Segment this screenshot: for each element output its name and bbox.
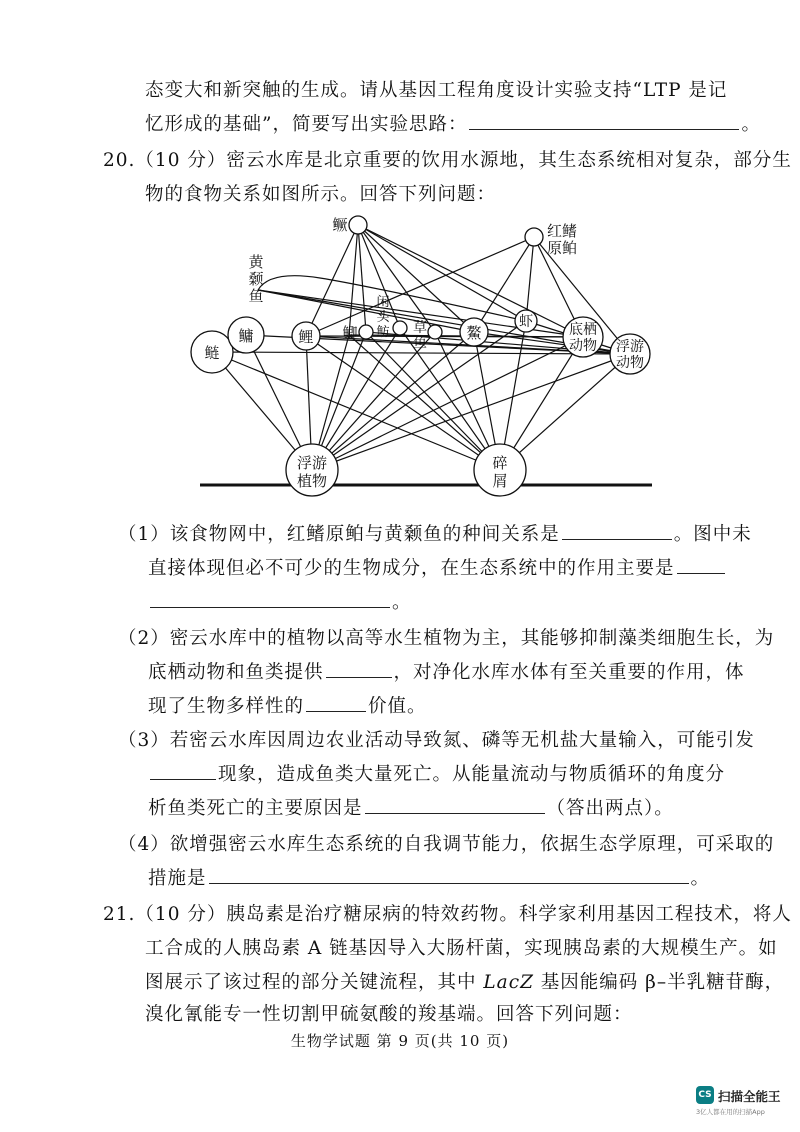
label-ji: 鲫 xyxy=(342,324,358,342)
page-footer: 生物学试题 第 9 页(共 10 页) xyxy=(290,1032,510,1050)
label-suixie-1: 碎 xyxy=(492,454,508,472)
scanner-watermark xyxy=(696,1086,796,1122)
label-huangsang-2: 颡 xyxy=(248,270,264,288)
period: 。 xyxy=(741,114,761,135)
node-hongqi xyxy=(525,228,543,246)
intro-line-1: 态变大和新突触的生成。请从基因工程角度设计实验支持“LTP 是记 xyxy=(145,80,728,101)
q20-p2-line-3 xyxy=(148,692,427,718)
scanner-logo-icon: CS xyxy=(696,1086,714,1104)
q20-p1-line-1 xyxy=(118,520,752,546)
food-web-diagram xyxy=(0,200,800,500)
lacz-gene: LacZ xyxy=(483,972,534,993)
answer-blank[interactable] xyxy=(326,659,392,678)
label-gui: 鳜 xyxy=(332,216,348,234)
label-fuyou-zhiwu-1: 浮游 xyxy=(296,454,328,472)
label-fuyou-zhiwu-2: 植物 xyxy=(296,472,328,490)
q20-p4-line-2 xyxy=(148,864,710,890)
q21-line-3-text-a: 图展示了该过程的部分关键流程，其中 xyxy=(145,972,484,993)
label-lian: 鲢 xyxy=(204,344,220,362)
intro-line-2 xyxy=(145,110,761,136)
q20-p1-text-a: （1）该食物网中，红鳍原鲌与黄颡鱼的种间关系是 xyxy=(118,524,560,545)
q20-p3-text-d: （答出两点）。 xyxy=(546,798,674,819)
q20-p1-line-3 xyxy=(148,588,412,614)
q20-p4-line-1: （4）欲增强密云水库生态系统的自我调节能力，依据生态学原理，可采取的 xyxy=(118,834,775,855)
label-yong: 鳙 xyxy=(238,327,254,345)
answer-blank[interactable] xyxy=(365,795,545,814)
q20-p1-line-2 xyxy=(148,554,727,580)
q20-p3-line-3 xyxy=(148,794,674,820)
q20-p1-text-c: 直接体现但必不可少的生物成分，在生态系统中的作用主要是 xyxy=(148,558,675,579)
scanner-app-name: 扫描全能王 xyxy=(718,1089,781,1104)
answer-blank[interactable] xyxy=(677,555,725,574)
scanner-tagline: 3亿人都在用的扫描App xyxy=(696,1108,765,1116)
q20-p3-line-2 xyxy=(148,760,725,786)
q21-line-3-text-c: 基因能编码 β–半乳糖苷酶， xyxy=(533,972,785,993)
node-hitou xyxy=(393,321,407,335)
q21-line-4: 溴化氰能专一性切割甲硫氨酸的羧基端。回答下列问题： xyxy=(145,1004,633,1025)
q20-p1-text-b: 。图中未 xyxy=(673,524,752,545)
node-caoyu xyxy=(428,325,442,339)
label-hongqi-2: 原鲌 xyxy=(546,239,578,257)
q20-p2-text-d: 现了生物多样性的 xyxy=(148,696,305,717)
q20-p2-line-1: （2）密云水库中的植物以高等水生植物为主，其能够抑制藻类细胞生长，为 xyxy=(118,628,775,649)
label-fuyou-dongwu-2: 动物 xyxy=(616,355,644,371)
q20-p4-text-b: 措施是 xyxy=(148,868,207,889)
label-fuyou-dongwu-1: 浮游 xyxy=(616,339,644,355)
q20-p3-line-1: （3）若密云水库因周边农业活动导致氮、磷等无机盐大量输入，可能引发 xyxy=(118,730,755,751)
label-diqi-1: 底栖 xyxy=(569,322,597,338)
q20-line-1: 20.（10 分）密云水库是北京重要的饮用水源地，其生态系统相对复杂，部分生 xyxy=(103,150,792,171)
label-caoyu-2: 鱼 xyxy=(413,335,427,351)
q20-p3-text-c: 析鱼类死亡的主要原因是 xyxy=(148,798,363,819)
q20-p1-text-d: 。 xyxy=(392,592,412,613)
q20-line-2: 物的食物关系如图所示。回答下列问题： xyxy=(145,184,497,205)
label-hitou-3: 鲂 xyxy=(376,325,390,340)
label-huangsang-3: 鱼 xyxy=(248,287,264,305)
answer-blank[interactable] xyxy=(469,111,739,130)
answer-blank[interactable] xyxy=(150,761,216,780)
q20-p2-text-b: 底栖动物和鱼类提供 xyxy=(148,662,324,683)
node-gui xyxy=(349,216,367,234)
label-caoyu-1: 草 xyxy=(413,320,427,336)
node-ji xyxy=(359,325,373,339)
q20-p4-text-c: 。 xyxy=(690,868,711,889)
q21-line-3 xyxy=(145,968,784,994)
answer-blank[interactable] xyxy=(306,693,366,712)
q20-p2-line-2 xyxy=(148,658,745,684)
label-tiao: 鰲 xyxy=(466,324,482,342)
q20-p3-text-b: 现象，造成鱼类大量死亡。从能量流动与物质循环的角度分 xyxy=(218,764,726,785)
answer-blank[interactable] xyxy=(562,521,672,540)
answer-blank[interactable] xyxy=(209,865,689,884)
label-huangsang-1: 黄 xyxy=(248,253,264,271)
q20-p2-text-e: 价值。 xyxy=(368,696,427,717)
q20-p2-text-c: ，对净化水库水体有至关重要的作用，体 xyxy=(393,662,745,683)
intro-line-2-text: 忆形成的基础”，简要写出实验思路： xyxy=(145,114,468,135)
label-li: 鲤 xyxy=(298,328,314,346)
answer-blank[interactable] xyxy=(150,589,390,608)
q21-line-2: 工合成的人胰岛素 A 链基因导入大肠杆菌，实现胰岛素的大规模生产。如 xyxy=(145,938,778,959)
label-hitou-1: 闲 xyxy=(376,295,390,310)
label-hongqi-1: 红鳍 xyxy=(546,222,578,240)
label-hitou-2: 头 xyxy=(376,310,390,325)
label-xia: 虾 xyxy=(519,314,533,330)
label-diqi-2: 动物 xyxy=(569,338,597,354)
q21-line-1: 21.（10 分）胰岛素是治疗糖尿病的特效药物。科学家利用基因工程技术，将人 xyxy=(103,904,792,925)
label-suixie-2: 屑 xyxy=(492,472,508,490)
